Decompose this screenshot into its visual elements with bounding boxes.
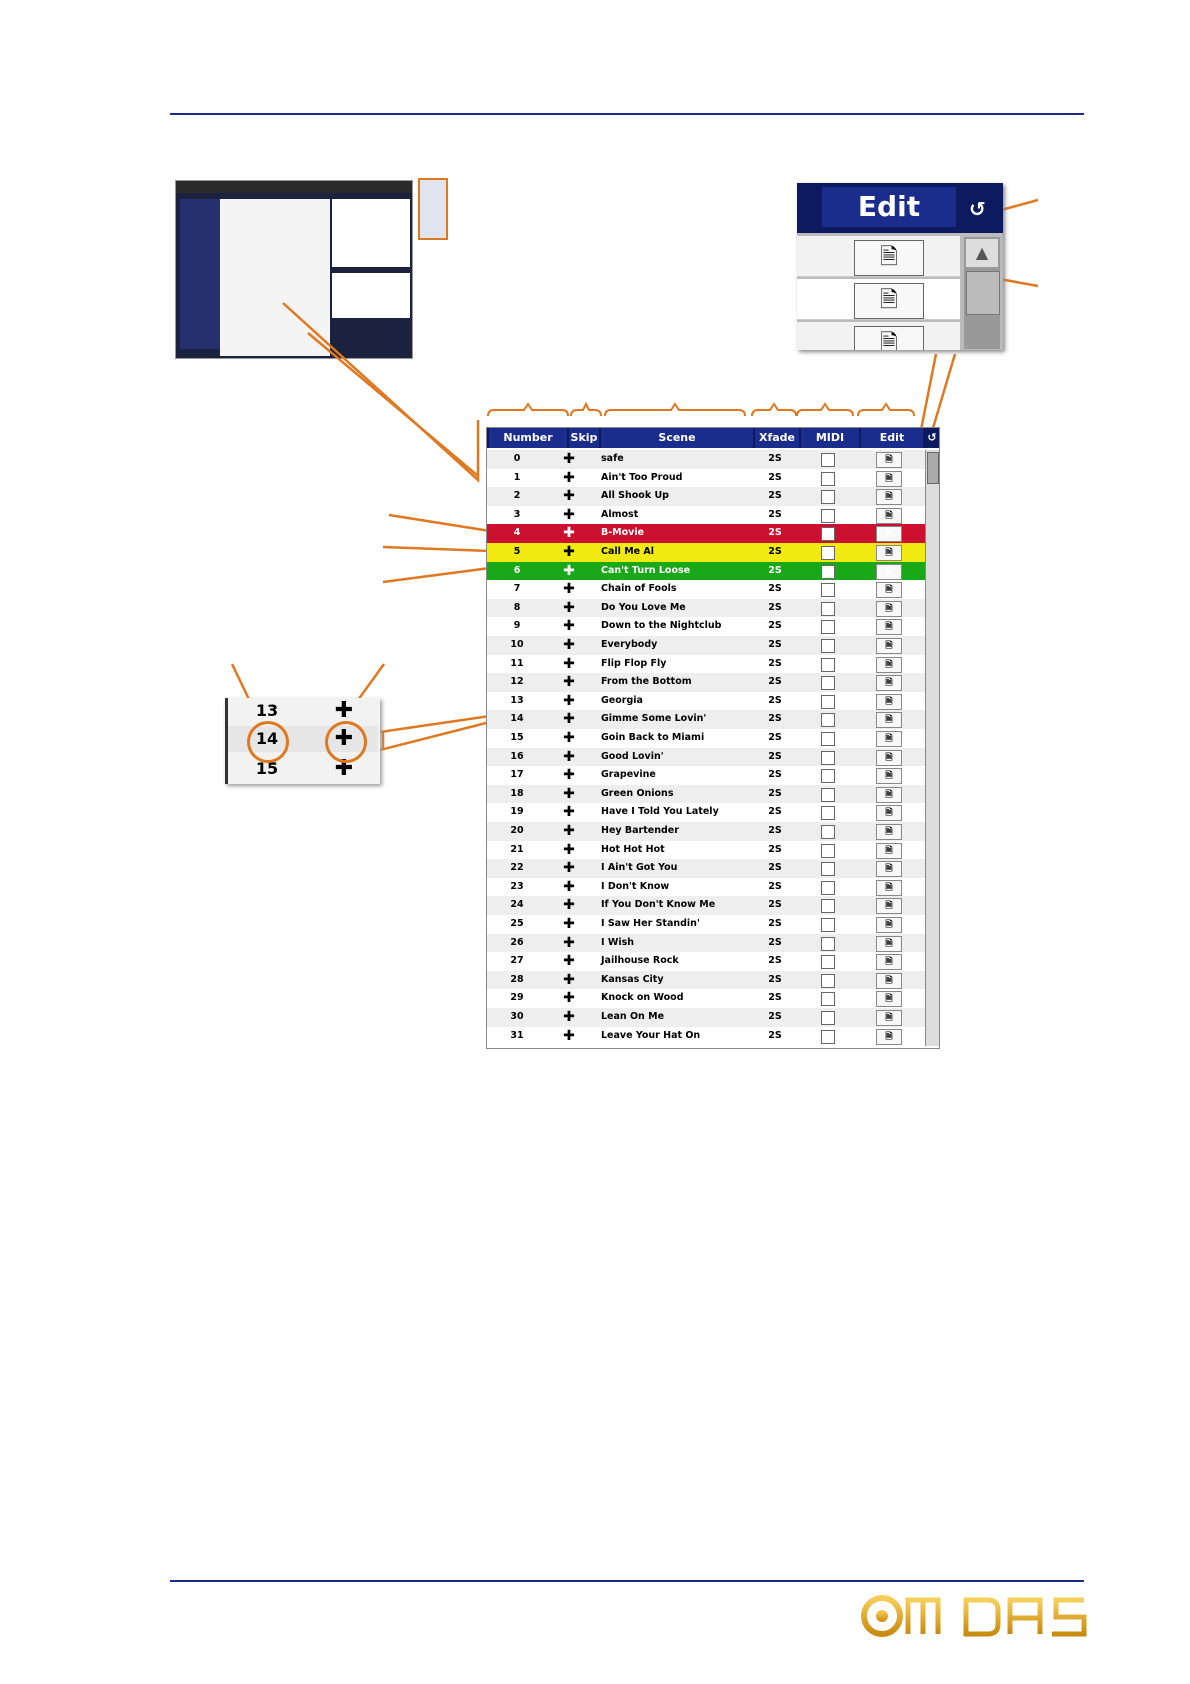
xfade-value: 2S bbox=[768, 564, 782, 576]
midi-checkbox[interactable] bbox=[821, 899, 835, 913]
scene-name: Have I Told You Lately bbox=[601, 806, 719, 818]
table-row[interactable] bbox=[487, 506, 925, 525]
midi-checkbox[interactable] bbox=[821, 472, 835, 486]
row-number: 18 bbox=[510, 787, 524, 799]
scene-name: Gimme Some Lovin' bbox=[601, 713, 707, 725]
table-row[interactable] bbox=[487, 655, 925, 674]
scene-name: safe bbox=[601, 453, 624, 464]
scene-name: Kansas City bbox=[601, 973, 664, 985]
scene-name: Goin Back to Miami bbox=[601, 732, 705, 743]
xfade-value: 2S bbox=[768, 825, 782, 836]
xfade-value: 2S bbox=[768, 806, 782, 818]
midas-logo bbox=[860, 1594, 1088, 1638]
xfade-value: 2S bbox=[768, 694, 782, 706]
table-row[interactable] bbox=[487, 543, 925, 562]
plus-icon[interactable]: ✚ bbox=[563, 971, 575, 988]
edit-header bbox=[797, 183, 1003, 233]
table-row[interactable] bbox=[487, 710, 925, 729]
document-icon[interactable]: 🗎 bbox=[876, 638, 902, 654]
table-row[interactable] bbox=[487, 729, 925, 748]
document-icon[interactable]: 🗎 bbox=[876, 861, 902, 877]
column-scene[interactable]: Scene bbox=[601, 428, 755, 448]
row-number: 19 bbox=[510, 806, 524, 818]
row-number: 13 bbox=[255, 701, 279, 720]
scene-name: Jailhouse Rock bbox=[601, 955, 679, 967]
plus-icon[interactable]: ✚ bbox=[563, 878, 575, 895]
table-row[interactable] bbox=[487, 915, 925, 934]
midi-checkbox[interactable] bbox=[821, 453, 835, 467]
table-row[interactable] bbox=[487, 766, 925, 785]
scene-name: Lean On Me bbox=[601, 1011, 665, 1022]
document-icon[interactable]: 🗎 bbox=[876, 489, 902, 505]
row-number: 30 bbox=[510, 1011, 524, 1022]
scene-name: Hey Bartender bbox=[601, 825, 679, 836]
plus-icon[interactable]: ✚ bbox=[563, 525, 575, 542]
xfade-value: 2S bbox=[768, 490, 782, 502]
scene-name: All Shook Up bbox=[601, 490, 669, 502]
column-xfade[interactable]: Xfade bbox=[755, 428, 801, 448]
row-number: 31 bbox=[510, 1029, 524, 1041]
scene-name: Down to the Nightclub bbox=[601, 620, 722, 632]
midi-checkbox[interactable] bbox=[821, 509, 835, 523]
plus-icon[interactable]: ✚ bbox=[563, 804, 575, 821]
table-row[interactable] bbox=[487, 562, 925, 581]
row-number: 24 bbox=[510, 899, 524, 911]
table-row[interactable] bbox=[487, 580, 925, 599]
xfade-value: 2S bbox=[768, 546, 782, 557]
plus-icon[interactable]: ✚ bbox=[563, 748, 575, 765]
xfade-value: 2S bbox=[768, 713, 782, 725]
table-row[interactable] bbox=[487, 785, 925, 804]
midi-checkbox[interactable] bbox=[821, 769, 835, 783]
xfade-value: 2S bbox=[768, 601, 782, 613]
midi-checkbox[interactable] bbox=[821, 732, 835, 746]
scene-name: I Saw Her Standin' bbox=[601, 918, 700, 929]
row-number: 26 bbox=[510, 936, 524, 948]
scrollbar-thumb[interactable] bbox=[927, 452, 939, 484]
document-icon[interactable]: 🗎 bbox=[854, 240, 924, 276]
xfade-value: 2S bbox=[768, 508, 782, 520]
document-icon[interactable]: 🗎 bbox=[876, 768, 902, 784]
arrow-up-icon[interactable]: ▲ bbox=[966, 239, 998, 267]
xfade-value: 2S bbox=[768, 973, 782, 985]
magnified-rows bbox=[225, 698, 380, 784]
document-icon[interactable]: 🗎 bbox=[876, 936, 902, 952]
midi-checkbox[interactable] bbox=[821, 751, 835, 765]
row-number: 23 bbox=[510, 880, 524, 892]
row-number: 8 bbox=[513, 601, 521, 613]
xfade-value: 2S bbox=[768, 676, 782, 688]
scene-name: Green Onions bbox=[601, 787, 674, 799]
table-row[interactable] bbox=[487, 859, 925, 878]
xfade-value: 2S bbox=[768, 471, 782, 483]
plus-icon[interactable]: ✚ bbox=[334, 756, 354, 781]
document-icon[interactable]: 🗎 bbox=[876, 973, 902, 989]
table-row[interactable] bbox=[487, 822, 925, 841]
highlight-circle bbox=[325, 721, 367, 763]
document-icon[interactable]: 🗎 bbox=[876, 880, 902, 896]
document-icon[interactable]: 🗎 bbox=[876, 601, 902, 617]
plus-icon[interactable]: ✚ bbox=[563, 990, 575, 1007]
table-row[interactable] bbox=[487, 934, 925, 953]
scene-name: Do You Love Me bbox=[601, 601, 686, 613]
plus-icon[interactable]: ✚ bbox=[563, 711, 575, 728]
scene-name: Hot Hot Hot bbox=[601, 843, 665, 855]
scene-list-header bbox=[487, 428, 939, 448]
scene-name: I Don't Know bbox=[601, 880, 670, 892]
row-number: 2 bbox=[513, 490, 521, 502]
table-row[interactable] bbox=[487, 599, 925, 618]
table-row[interactable] bbox=[487, 841, 925, 860]
midi-checkbox[interactable] bbox=[821, 546, 835, 560]
document-icon[interactable]: 🗎 bbox=[854, 283, 924, 319]
midi-checkbox[interactable] bbox=[821, 565, 835, 579]
midi-checkbox[interactable] bbox=[821, 713, 835, 727]
xfade-value: 2S bbox=[768, 657, 782, 669]
midi-checkbox[interactable] bbox=[821, 490, 835, 504]
midi-checkbox[interactable] bbox=[821, 602, 835, 616]
row-number: 16 bbox=[510, 750, 524, 762]
document-icon[interactable]: 🗎 bbox=[876, 805, 902, 821]
row-number: 14 bbox=[255, 729, 279, 748]
midi-checkbox[interactable] bbox=[821, 1011, 835, 1025]
plus-icon[interactable]: ✚ bbox=[563, 451, 575, 467]
plus-icon[interactable]: ✚ bbox=[563, 674, 575, 691]
plus-icon[interactable]: ✚ bbox=[563, 897, 575, 914]
table-row[interactable] bbox=[487, 952, 925, 971]
row-number: 17 bbox=[510, 769, 524, 781]
table-row[interactable] bbox=[487, 1027, 925, 1046]
scene-name: Almost bbox=[601, 508, 639, 520]
plus-icon[interactable]: ✚ bbox=[563, 785, 575, 802]
table-row[interactable] bbox=[487, 803, 925, 822]
table-row[interactable] bbox=[487, 636, 925, 655]
table-row[interactable] bbox=[487, 487, 925, 506]
row-number: 11 bbox=[510, 657, 524, 669]
table-row[interactable] bbox=[487, 748, 925, 767]
midi-checkbox[interactable] bbox=[821, 527, 835, 541]
midi-checkbox[interactable] bbox=[821, 862, 835, 876]
row-number: 14 bbox=[510, 713, 524, 725]
scene-name: Grapevine bbox=[601, 769, 656, 781]
row-number: 9 bbox=[513, 620, 521, 632]
scene-name: Knock on Wood bbox=[601, 992, 684, 1004]
scene-name: Can't Turn Loose bbox=[601, 564, 691, 576]
row-number: 22 bbox=[510, 862, 524, 874]
table-row[interactable] bbox=[487, 617, 925, 636]
document-icon[interactable]: 🗎 bbox=[876, 582, 902, 598]
scene-name: Georgia bbox=[601, 694, 643, 706]
row-number: 25 bbox=[510, 918, 524, 929]
xfade-value: 2S bbox=[768, 918, 782, 929]
document-icon[interactable]: 🗎 bbox=[876, 750, 902, 766]
column-edit[interactable]: Edit bbox=[861, 428, 925, 448]
document-icon[interactable]: 🗎 bbox=[876, 824, 902, 840]
plus-icon[interactable]: ✚ bbox=[563, 934, 575, 951]
midi-checkbox[interactable] bbox=[821, 825, 835, 839]
midi-checkbox[interactable] bbox=[821, 844, 835, 858]
table-row[interactable] bbox=[487, 692, 925, 711]
row-number: 7 bbox=[513, 583, 521, 595]
document-icon[interactable]: 🗎 bbox=[876, 694, 902, 710]
plus-icon[interactable]: ✚ bbox=[563, 953, 575, 970]
inset-row bbox=[228, 698, 378, 724]
plus-icon[interactable]: ✚ bbox=[563, 916, 575, 932]
xfade-value: 2S bbox=[768, 955, 782, 967]
edit-column-zoom bbox=[797, 183, 1003, 350]
row-number: 6 bbox=[513, 564, 521, 576]
table-row[interactable] bbox=[487, 989, 925, 1008]
row-number: 5 bbox=[513, 546, 521, 557]
scene-name: Flip Flop Fly bbox=[601, 657, 667, 669]
row-number: 0 bbox=[513, 453, 521, 464]
midi-checkbox[interactable] bbox=[821, 676, 835, 690]
document-icon[interactable]: 🗎 bbox=[876, 843, 902, 859]
xfade-value: 2S bbox=[768, 899, 782, 911]
footer-rule bbox=[170, 1580, 1084, 1582]
plus-icon[interactable]: ✚ bbox=[563, 655, 575, 672]
plus-icon[interactable]: ✚ bbox=[563, 823, 575, 839]
xfade-value: 2S bbox=[768, 992, 782, 1004]
scene-name: Call Me Al bbox=[601, 546, 655, 557]
scrollbar[interactable] bbox=[964, 237, 1000, 349]
table-row[interactable] bbox=[487, 896, 925, 915]
midi-checkbox[interactable] bbox=[821, 1030, 835, 1044]
plus-icon[interactable]: ✚ bbox=[563, 469, 575, 486]
document-icon[interactable]: 🗎 bbox=[876, 1010, 902, 1026]
scene-name: Leave Your Hat On bbox=[601, 1029, 701, 1041]
document-icon[interactable]: 🗎 bbox=[876, 619, 902, 635]
document-icon[interactable]: 🗎 bbox=[876, 787, 902, 803]
refresh-icon[interactable]: ↺ bbox=[925, 428, 939, 448]
plus-icon[interactable]: ✚ bbox=[563, 692, 575, 709]
xfade-value: 2S bbox=[768, 936, 782, 948]
column-braces bbox=[488, 404, 914, 416]
document-icon[interactable]: 🗎 bbox=[876, 471, 902, 487]
table-row[interactable] bbox=[487, 878, 925, 897]
document-icon[interactable]: 🗎 bbox=[876, 657, 902, 673]
plus-icon[interactable]: ✚ bbox=[563, 544, 575, 560]
document-icon[interactable]: 🗎 bbox=[876, 526, 902, 542]
scene-name: Ain't Too Proud bbox=[601, 471, 683, 483]
column-midi[interactable]: MIDI bbox=[801, 428, 861, 448]
row-number: 27 bbox=[510, 955, 524, 967]
plus-icon[interactable]: ✚ bbox=[563, 637, 575, 653]
table-row[interactable] bbox=[487, 469, 925, 488]
plus-icon[interactable]: ✚ bbox=[334, 698, 354, 723]
document-icon[interactable]: 🗎 bbox=[876, 731, 902, 747]
xfade-value: 2S bbox=[768, 620, 782, 632]
scene-name: B-Movie bbox=[601, 527, 645, 539]
xfade-value: 2S bbox=[768, 527, 782, 539]
midi-checkbox[interactable] bbox=[821, 937, 835, 951]
scene-name: Chain of Fools bbox=[601, 583, 677, 595]
plus-icon[interactable]: ✚ bbox=[563, 767, 575, 784]
edit-header-label: Edit bbox=[822, 187, 956, 227]
table-row[interactable] bbox=[487, 971, 925, 990]
scene-name: If You Don't Know Me bbox=[601, 899, 716, 911]
table-row[interactable] bbox=[487, 524, 925, 543]
row-number: 15 bbox=[510, 732, 524, 743]
document-icon[interactable]: 🗎 bbox=[876, 1029, 902, 1045]
plus-icon[interactable]: ✚ bbox=[563, 506, 575, 523]
plus-icon[interactable]: ✚ bbox=[563, 599, 575, 616]
plus-icon[interactable]: ✚ bbox=[563, 488, 575, 505]
row-number: 13 bbox=[510, 694, 524, 706]
document-icon[interactable]: 🗎 bbox=[876, 954, 902, 970]
document-icon[interactable]: 🗎 bbox=[876, 917, 902, 933]
plus-icon[interactable]: ✚ bbox=[563, 841, 575, 858]
column-number[interactable]: Number bbox=[489, 428, 569, 448]
midi-checkbox[interactable] bbox=[821, 918, 835, 932]
document-icon[interactable]: 🗎 bbox=[854, 326, 924, 350]
document-icon[interactable]: 🗎 bbox=[876, 712, 902, 728]
midi-checkbox[interactable] bbox=[821, 695, 835, 709]
highlight-circle bbox=[247, 721, 289, 763]
plus-icon[interactable]: ✚ bbox=[334, 726, 354, 751]
row-number: 4 bbox=[513, 527, 521, 539]
scrollbar-thumb[interactable] bbox=[966, 271, 1000, 315]
plus-icon[interactable]: ✚ bbox=[563, 618, 575, 635]
row-number: 15 bbox=[255, 759, 279, 778]
midi-checkbox[interactable] bbox=[821, 974, 835, 988]
scene-name: From the Bottom bbox=[601, 676, 692, 688]
table-row[interactable] bbox=[487, 673, 925, 692]
list-scrollbar[interactable] bbox=[925, 450, 939, 1046]
row-number: 12 bbox=[510, 676, 524, 688]
xfade-value: 2S bbox=[768, 843, 782, 855]
midi-checkbox[interactable] bbox=[821, 658, 835, 672]
document-icon[interactable]: 🗎 bbox=[876, 675, 902, 691]
column-skip[interactable]: Skip bbox=[569, 428, 601, 448]
xfade-value: 2S bbox=[768, 639, 782, 650]
scene-name: I Ain't Got You bbox=[601, 862, 678, 874]
scene-name: Everybody bbox=[601, 639, 658, 650]
row-number: 1 bbox=[513, 471, 521, 483]
midi-checkbox[interactable] bbox=[821, 881, 835, 895]
row-number: 28 bbox=[510, 973, 524, 985]
plus-icon[interactable]: ✚ bbox=[563, 730, 575, 746]
xfade-value: 2S bbox=[768, 862, 782, 874]
midi-checkbox[interactable] bbox=[821, 806, 835, 820]
edit-cell bbox=[797, 279, 960, 320]
edit-cell bbox=[797, 322, 960, 350]
xfade-value: 2S bbox=[768, 750, 782, 762]
document-icon[interactable]: 🗎 bbox=[876, 452, 902, 468]
midi-checkbox[interactable] bbox=[821, 955, 835, 969]
document-icon[interactable]: 🗎 bbox=[876, 991, 902, 1007]
document-icon[interactable]: 🗎 bbox=[876, 508, 902, 524]
row-number: 29 bbox=[510, 992, 524, 1004]
document-icon[interactable]: 🗎 bbox=[876, 898, 902, 914]
edit-cell bbox=[797, 236, 960, 277]
plus-icon[interactable]: ✚ bbox=[563, 562, 575, 579]
row-number: 3 bbox=[513, 508, 521, 520]
scene-name: I Wish bbox=[601, 936, 634, 948]
row-number: 20 bbox=[510, 825, 524, 836]
xfade-value: 2S bbox=[768, 1011, 782, 1022]
xfade-value: 2S bbox=[768, 583, 782, 595]
xfade-value: 2S bbox=[768, 453, 782, 464]
midi-checkbox[interactable] bbox=[821, 620, 835, 634]
refresh-icon[interactable]: ↺ bbox=[969, 197, 986, 221]
xfade-value: 2S bbox=[768, 769, 782, 781]
table-row[interactable] bbox=[487, 450, 925, 469]
xfade-value: 2S bbox=[768, 787, 782, 799]
plus-icon[interactable]: ✚ bbox=[563, 1027, 575, 1044]
document-icon[interactable]: 🗎 bbox=[876, 564, 902, 580]
table-row[interactable] bbox=[487, 1008, 925, 1027]
plus-icon[interactable]: ✚ bbox=[563, 581, 575, 598]
plus-icon[interactable]: ✚ bbox=[563, 1009, 575, 1025]
plus-icon[interactable]: ✚ bbox=[563, 860, 575, 877]
midi-checkbox[interactable] bbox=[821, 583, 835, 597]
xfade-value: 2S bbox=[768, 880, 782, 892]
document-icon[interactable]: 🗎 bbox=[876, 545, 902, 561]
xfade-value: 2S bbox=[768, 1029, 782, 1041]
midi-checkbox[interactable] bbox=[821, 788, 835, 802]
midi-checkbox[interactable] bbox=[821, 639, 835, 653]
scene-name: Good Lovin' bbox=[601, 750, 664, 762]
row-number: 21 bbox=[510, 843, 524, 855]
xfade-value: 2S bbox=[768, 732, 782, 743]
midi-checkbox[interactable] bbox=[821, 992, 835, 1006]
scene-list bbox=[486, 427, 940, 1049]
row-number: 10 bbox=[510, 639, 524, 650]
